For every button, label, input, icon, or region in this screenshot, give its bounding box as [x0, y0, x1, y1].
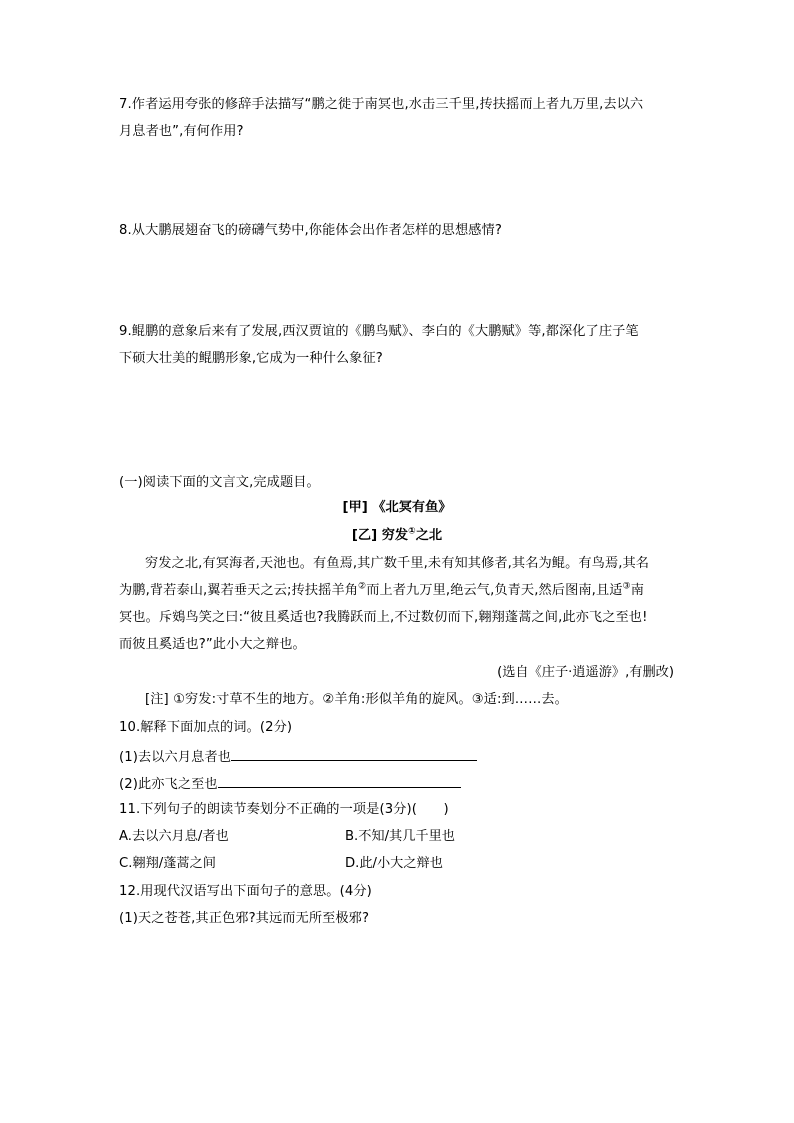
question-11-option-b[interactable]: B.不知/其几千里也 — [345, 829, 455, 844]
question-12-item-1: (1)天之苍苍,其正色邪?其远而无所至极邪? — [119, 911, 370, 926]
passage-notes: [注] ①穷发:寸草不生的地方。②羊角:形似羊角的旋风。③适:到……去。 — [145, 692, 568, 707]
footnote-marker-3: ③ — [622, 581, 631, 592]
question-10-item-1-text: (1)去以六月息者也 — [119, 750, 231, 765]
question-10-stem: 10.解释下面加点的词。(2分) — [119, 720, 293, 735]
title-yi-text: [乙] 穷发 — [351, 528, 409, 543]
question-11-option-d[interactable]: D.此/小大之辩也 — [345, 856, 443, 871]
title-yi-text-end: 之北 — [415, 528, 443, 543]
passage-line-4: 而彼且奚适也?”此小大之辩也。 — [119, 637, 306, 652]
question-12-stem: 12.用现代汉语写出下面句子的意思。(4分) — [119, 884, 372, 899]
question-9-line-2: 下硕大壮美的鲲鹏形象,它成为一种什么象征? — [119, 351, 383, 366]
question-9-line-1: 9.鲲鹏的意象后来有了发展,西汉贾谊的《鹏鸟赋》、李白的《大鹏赋》等,都深化了庄子笔 — [119, 324, 639, 339]
title-yi — [0, 527, 794, 545]
question-8: 8.从大鹏展翅奋飞的磅礴气势中,你能体会出作者怎样的思想感情? — [119, 223, 502, 238]
passage-line-2-c: 南 — [630, 583, 644, 598]
question-11-stem: 11.下列句子的朗读节奏划分不正确的一项是(3分)( ) — [119, 802, 449, 817]
question-7-line-1: 7.作者运用夸张的修辞手法描写“鹏之徙于南冥也,水击三千里,抟扶摇而上者九万里,去以六 — [119, 97, 644, 112]
passage-line-3: 冥也。斥鴳鸟笑之曰:“彼且奚适也?我腾跃而上,不过数仞而下,翱翔蓬蒿之间,此亦飞之至也! — [119, 610, 648, 625]
passage-line-2-b: 而上者九万里,绝云气,负青天,然后图南,且适 — [366, 583, 623, 598]
question-11-option-a[interactable]: A.去以六月息/者也 — [119, 829, 229, 844]
passage-line-1: 穷发之北,有冥海者,天池也。有鱼焉,其广数千里,未有知其修者,其名为鲲。有鸟焉,其名 — [145, 556, 650, 571]
question-11-option-c[interactable]: C.翱翔/蓬蒿之间 — [119, 856, 216, 871]
footnote-marker-2: ② — [358, 581, 367, 592]
section-intro: (一)阅读下面的文言文,完成题目。 — [119, 475, 320, 490]
question-10-item-2 — [119, 773, 461, 794]
footnote-marker-1: ① — [408, 526, 416, 537]
passage-source: (选自《庄子·逍遥游》,有删改) — [497, 665, 674, 680]
answer-blank-10-1[interactable] — [231, 746, 477, 761]
title-jia: [甲] 《北冥有鱼》 — [342, 500, 452, 515]
passage-line-2-a: 为鹏,背若泰山,翼若垂天之云;抟扶摇羊角 — [119, 583, 359, 598]
question-7-line-2: 月息者也”,有何作用? — [119, 124, 244, 139]
passage-line-2 — [119, 582, 644, 600]
question-10-item-1 — [119, 746, 477, 767]
question-10-item-2-text: (2)此亦飞之至也 — [119, 777, 218, 792]
answer-blank-10-2[interactable] — [218, 773, 461, 788]
